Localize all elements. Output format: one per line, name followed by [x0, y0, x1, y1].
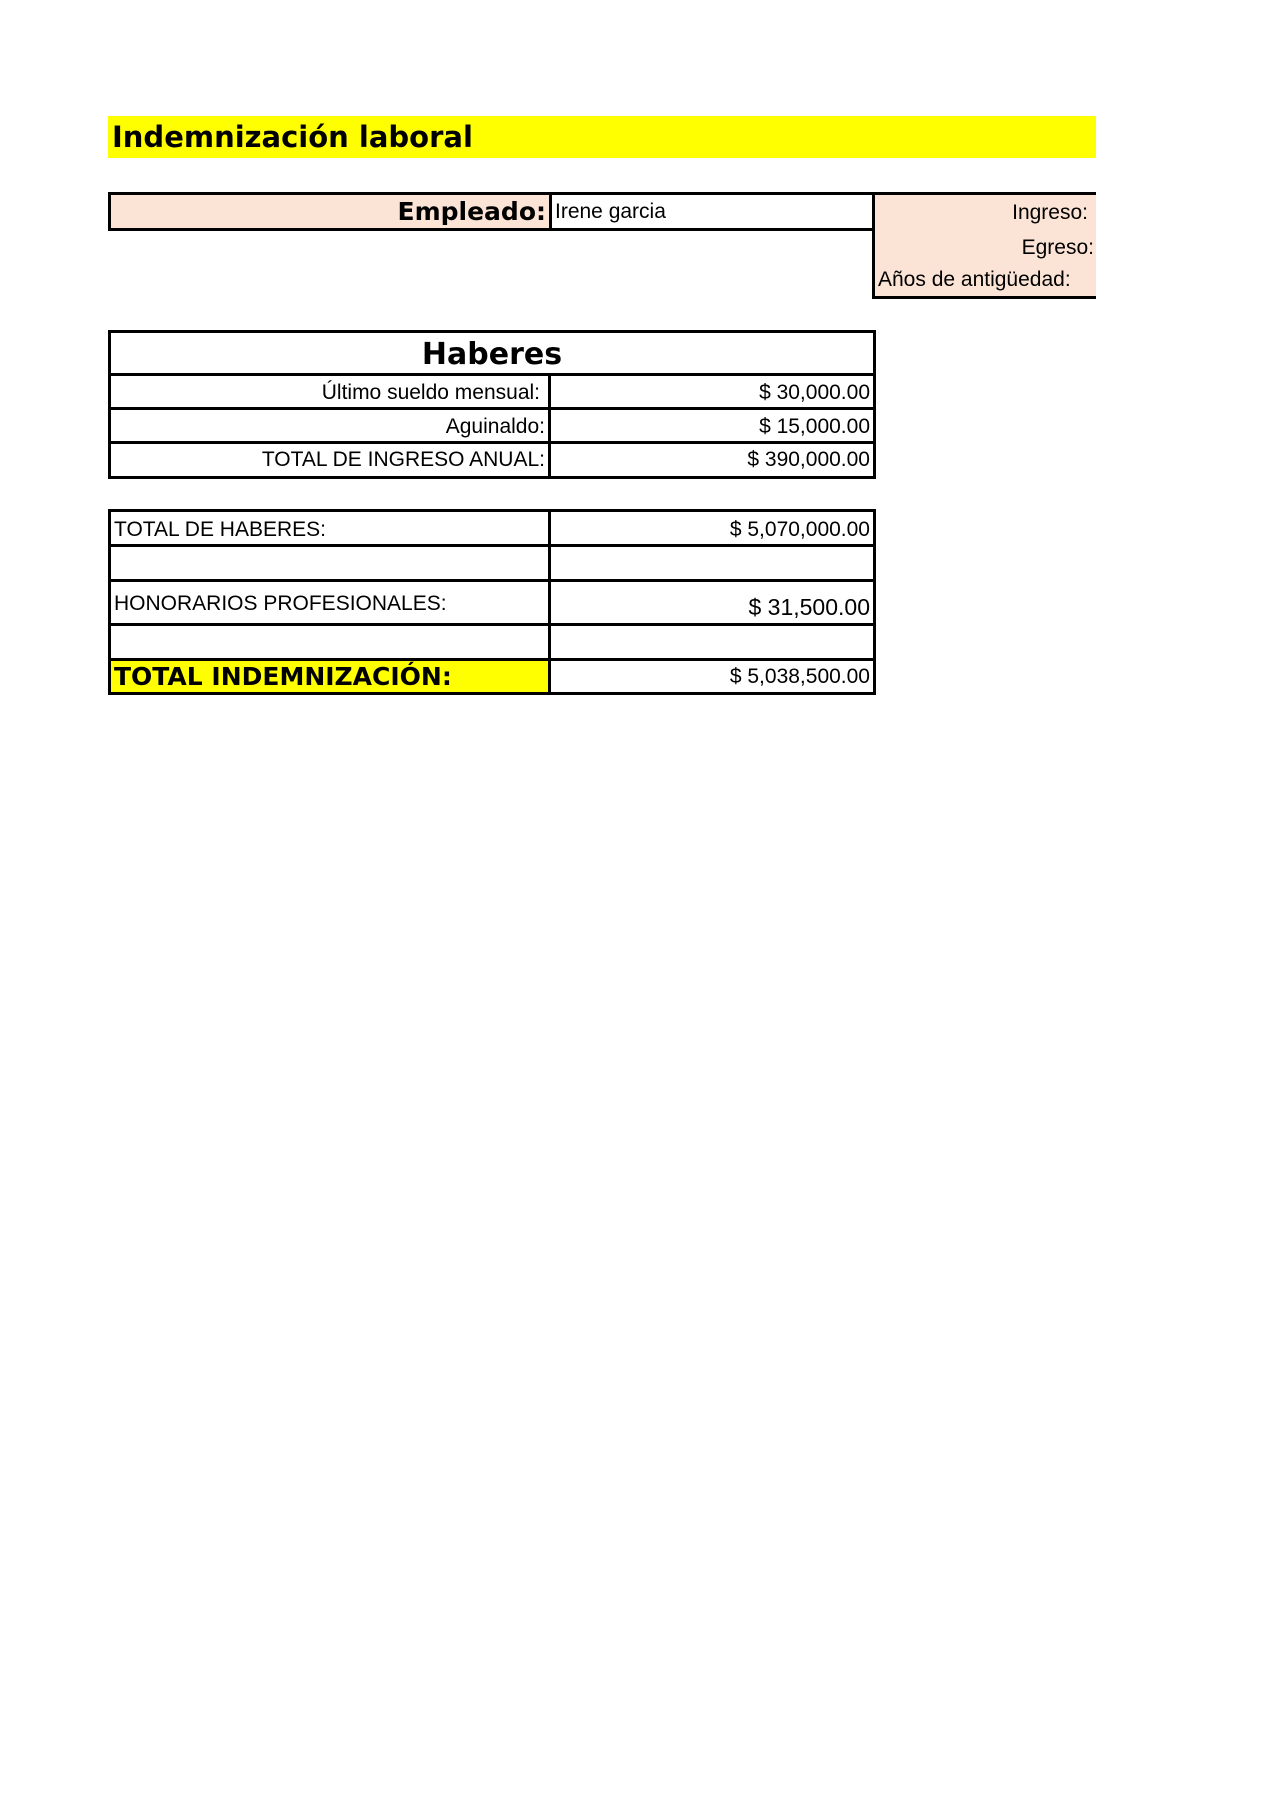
haberes-row-label: TOTAL DE INGRESO ANUAL:: [108, 441, 551, 479]
page-title: Indemnización laboral: [108, 116, 1096, 158]
honorarios-label: HONORARIOS PROFESIONALES:: [108, 579, 551, 626]
total-haberes-value: $ 5,070,000.00: [548, 509, 876, 547]
ingreso-label: Ingreso:: [875, 192, 1096, 231]
haberes-row-label: Aguinaldo:: [108, 407, 551, 444]
employee-label: Empleado:: [108, 192, 549, 231]
haberes-row-label: Último sueldo mensual:: [108, 373, 551, 410]
total-indemnizacion-label: TOTAL INDEMNIZACIÓN:: [108, 658, 551, 695]
haberes-heading: Haberes: [108, 330, 876, 376]
empty-row: [108, 623, 551, 661]
total-haberes-label: TOTAL DE HABERES:: [108, 509, 551, 547]
honorarios-value: $ 31,500.00: [548, 579, 876, 626]
antiguedad-label: Años de antigüedad:: [875, 264, 1096, 299]
empty-row: [108, 544, 551, 582]
haberes-row-value: $ 30,000.00: [548, 373, 876, 410]
total-indemnizacion-value: $ 5,038,500.00: [548, 658, 876, 695]
empty-row: [548, 623, 876, 661]
egreso-label: Egreso:: [875, 231, 1096, 264]
haberes-row-value: $ 390,000.00: [548, 441, 876, 479]
employee-name-field[interactable]: Irene garcia: [549, 192, 875, 231]
haberes-row-value: $ 15,000.00: [548, 407, 876, 444]
employee-right-divider: [872, 192, 875, 299]
empty-row: [548, 544, 876, 582]
